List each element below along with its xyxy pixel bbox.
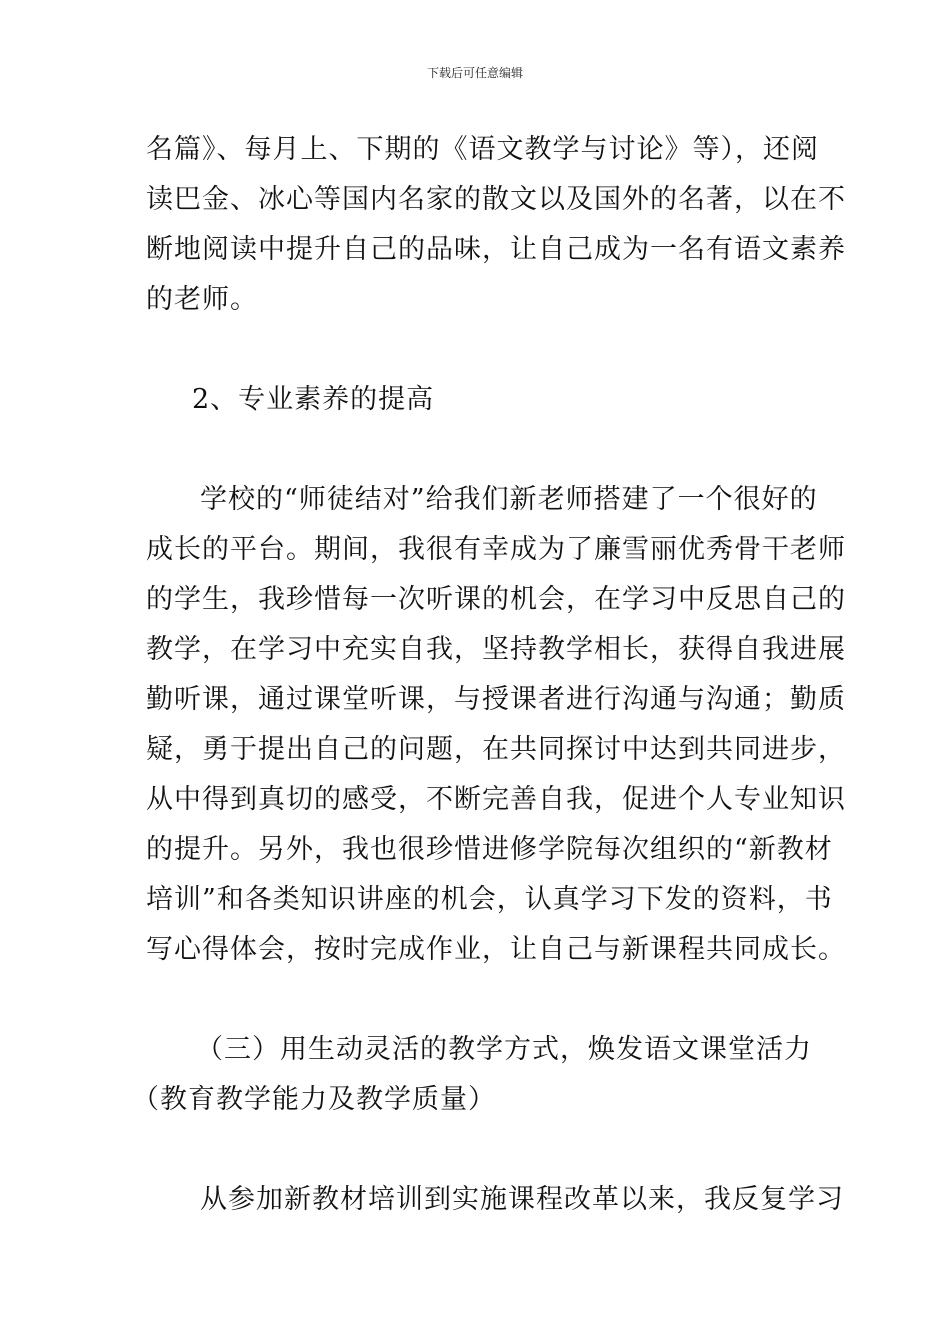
paragraph-line: 的提升。另外，我也很珍惜进修学院每次组织的“新教材	[146, 834, 833, 865]
paragraph-line: 断地阅读中提升自己的品味，让自己成为一名有语文素养	[146, 234, 846, 265]
paragraph-line: 读巴金、冰心等国内名家的散文以及国外的名著，以在不	[146, 184, 846, 215]
page-header-note: 下载后可任意编辑	[426, 66, 523, 80]
paragraph-line: 的老师。	[146, 284, 258, 315]
section-heading-sub: （教育教学能力及教学质量）	[132, 1084, 496, 1115]
section-heading: 2、专业素养的提高	[192, 384, 435, 415]
paragraph-line: 的学生，我珍惜每一次听课的机会，在学习中反思自己的	[146, 584, 846, 615]
paragraph-line: 勤听课，通过课堂听课，与授课者进行沟通与沟通；勤质	[146, 684, 846, 715]
paragraph-line: 从中得到真切的感受，不断完善自我，促进个人专业知识	[146, 784, 846, 815]
paragraph-line: 学校的“师徒结对”给我们新老师搭建了一个很好的	[200, 484, 818, 515]
paragraph-line: 疑，勇于提出自己的问题，在共同探讨中达到共同进步，	[146, 734, 846, 765]
paragraph-line: 教学，在学习中充实自我，坚持教学相长，获得自我进展	[146, 634, 846, 665]
section-heading: （三）用生动灵活的教学方式，焕发语文课堂活力	[196, 1034, 812, 1065]
paragraph-line: 写心得体会，按时完成作业，让自己与新课程共同成长。	[146, 934, 846, 965]
paragraph-line: 培训”和各类知识讲座的机会，认真学习下发的资料，书	[146, 884, 833, 915]
paragraph-line: 成长的平台。期间，我很有幸成为了廉雪丽优秀骨干老师	[146, 534, 846, 565]
paragraph-line: 名篇》、每月上、下期的《语文教学与讨论》等），还阅	[146, 134, 819, 165]
paragraph-line: 从参加新教材培训到实施课程改革以来，我反复学习	[200, 1184, 844, 1215]
